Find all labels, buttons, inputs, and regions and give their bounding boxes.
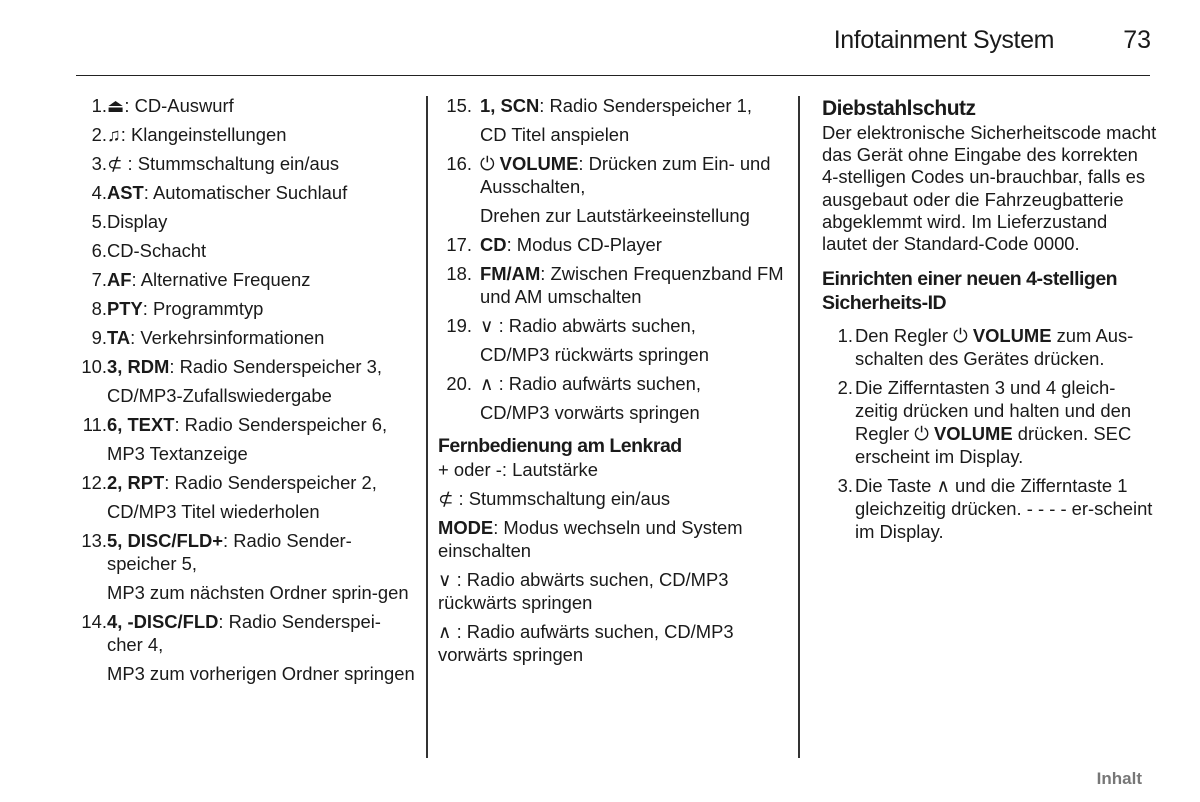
contents-link[interactable]: Inhalt <box>1096 769 1142 788</box>
item-text <box>107 355 415 378</box>
item-number: 10. <box>81 356 107 377</box>
list-item <box>70 94 415 117</box>
step-item <box>822 324 1157 370</box>
item-description: : Programmtyp <box>142 298 264 319</box>
item-text <box>107 181 415 204</box>
item-extra-text: CD/MP3 vorwärts springen <box>480 402 700 423</box>
eject-icon: ⏏ <box>107 95 125 116</box>
item-body <box>107 239 415 262</box>
intro-paragraph: Der elektronische Sicherheitscode macht das Gerät ohne Eingabe des korrekten 4-stelligen Codes un-brauchbar, falls es ausgebaut oder die Fahrzeugbatterie abgeklemmt wird. Im Lieferzustand lautet der Standard-Code 0000. <box>822 122 1157 255</box>
item-description: : Automatischer Suchlauf <box>143 182 348 203</box>
list-item <box>70 326 415 349</box>
item-keyword: 2, RPT <box>107 472 165 493</box>
step-number: 3. <box>837 475 853 497</box>
item-body <box>107 610 415 685</box>
chapter-title: Infotainment System <box>833 26 1054 54</box>
item-extra-text: MP3 zum vorherigen Ordner springen <box>107 663 415 684</box>
list-item <box>70 268 415 291</box>
item-text <box>107 471 415 494</box>
item-text <box>107 268 415 291</box>
item-text <box>107 297 415 320</box>
item-keyword: AST <box>107 182 144 203</box>
item-keyword: TA <box>107 327 131 348</box>
step-body <box>853 474 1157 543</box>
item-number: 8. <box>91 298 107 319</box>
step-keyword: VOLUME <box>928 423 1013 445</box>
item-number: 15. <box>446 95 472 116</box>
step-body <box>853 324 1157 370</box>
item-number: 1. <box>91 95 107 116</box>
list-item <box>70 239 415 262</box>
item-body <box>480 94 786 146</box>
item-body <box>480 152 786 227</box>
item-description: : Radio aufwärts suchen, <box>493 373 701 394</box>
page-header <box>0 0 1200 76</box>
step-body <box>853 376 1157 468</box>
item-keyword: AF <box>107 269 132 290</box>
list-item <box>70 152 415 175</box>
item-body <box>480 233 786 256</box>
item-body <box>107 529 415 604</box>
down-icon: ∨ <box>480 315 494 336</box>
item-body <box>107 326 415 349</box>
remote-line <box>438 620 786 666</box>
item-description: : Alternative Frequenz <box>131 269 311 290</box>
item-number: 7. <box>91 269 107 290</box>
up-icon: ∧ <box>936 475 950 497</box>
list-item <box>438 262 786 308</box>
item-number: 5. <box>91 211 107 232</box>
item-description: : Stummschaltung ein/aus <box>122 153 340 174</box>
remote-heading: Fernbedienung am Lenkrad <box>438 435 682 457</box>
list-item <box>70 297 415 320</box>
item-keyword: 3, RDM <box>107 356 170 377</box>
item-text <box>107 94 415 117</box>
item-text <box>480 372 786 395</box>
item-text <box>480 233 786 256</box>
item-extra-text: MP3 Textanzeige <box>107 443 248 464</box>
item-text <box>480 94 786 117</box>
item-keyword: FM/AM <box>480 263 541 284</box>
control-list-column-2 <box>438 94 786 672</box>
step-number: 2. <box>837 377 853 399</box>
item-keyword: 5, DISC/FLD+ <box>107 530 223 551</box>
list-item <box>70 413 415 465</box>
item-description: : Radio Senderspeicher 3, <box>169 356 382 377</box>
list-item <box>438 233 786 256</box>
item-keyword: PTY <box>107 298 143 319</box>
item-number: 14. <box>81 611 107 632</box>
step-text-post: zum Aus-schalten des Gerätes drücken. <box>855 325 1134 370</box>
remote-line <box>438 568 786 614</box>
item-description: : Verkehrsinformationen <box>130 327 325 348</box>
item-extra-text: CD/MP3-Zufallswiedergabe <box>107 385 332 406</box>
control-list-column-1 <box>70 94 415 691</box>
item-body <box>107 355 415 407</box>
remote-description: : Modus wechseln und System einschalten <box>438 517 743 561</box>
list-item <box>70 181 415 204</box>
item-text <box>107 610 415 656</box>
remote-description: : Radio abwärts suchen, CD/MP3 rückwärts springen <box>438 569 729 613</box>
item-keyword: 4, -DISC/FLD <box>107 611 219 632</box>
item-number: 11. <box>82 414 107 435</box>
item-description: : Radio Senderspeicher 1, <box>539 95 752 116</box>
item-number: 17. <box>446 234 472 255</box>
item-body <box>107 268 415 291</box>
remote-line <box>438 458 786 481</box>
step-text-pre: Die Zifferntasten 3 und 4 gleich-zeitig drücken und halten und den Regler <box>855 377 1132 445</box>
item-keyword: VOLUME <box>494 153 579 174</box>
item-number: 16. <box>446 153 472 174</box>
section-heading: Diebstahlschutz <box>822 97 976 120</box>
step-number: 1. <box>837 325 853 347</box>
item-description: : Radio Senderspeicher 2, <box>164 472 377 493</box>
list-item <box>438 152 786 227</box>
item-number: 13. <box>81 530 107 551</box>
item-description: Display <box>107 211 168 232</box>
item-body <box>480 262 786 308</box>
mute-icon: ⊄ <box>107 153 123 174</box>
item-number: 19. <box>446 315 472 336</box>
item-text <box>107 210 415 233</box>
item-keyword: 6, TEXT <box>107 414 175 435</box>
control-list-items <box>438 94 786 424</box>
list-item <box>438 94 786 146</box>
item-body <box>107 152 415 175</box>
list-item <box>70 610 415 685</box>
item-extra-text: CD/MP3 Titel wiederholen <box>107 501 320 522</box>
item-text <box>480 152 786 198</box>
item-number: 2. <box>91 124 107 145</box>
list-item <box>438 314 786 366</box>
item-keyword: 1, SCN <box>480 95 540 116</box>
item-body <box>107 413 415 465</box>
page-number: 73 <box>1123 26 1151 54</box>
remote-line <box>438 487 786 510</box>
item-description: : Zwischen Frequenzband FM und AM umschalten <box>480 263 784 307</box>
item-number: 9. <box>91 327 107 348</box>
theft-protection-column <box>822 94 1157 549</box>
step-text-post: und die Zifferntaste 1 gleichzeitig drücken. - - - - er-scheint im Display. <box>855 475 1153 543</box>
step-text-pre: Die Taste <box>855 475 937 497</box>
item-body <box>107 210 415 233</box>
steps-list <box>822 324 1157 543</box>
down-icon: ∨ <box>438 569 452 590</box>
item-number: 18. <box>446 263 472 284</box>
item-description: : Radio Senderspeicher 6, <box>174 414 388 435</box>
item-description: : Radio Sender-speicher 5, <box>107 530 352 574</box>
item-text <box>480 262 786 308</box>
list-item <box>70 529 415 604</box>
step-text-post: drücken. SEC erscheint im Display. <box>855 423 1132 468</box>
remote-line <box>438 516 786 562</box>
item-text <box>107 326 415 349</box>
item-body <box>480 372 786 424</box>
item-number: 4. <box>91 182 107 203</box>
item-description: : Radio Senderspei-cher 4, <box>107 611 381 655</box>
item-text <box>107 413 415 436</box>
power-icon: ⏻ <box>480 153 495 174</box>
item-body <box>107 94 415 117</box>
item-number: 12. <box>81 472 107 493</box>
item-extra-text: Drehen zur Lautstärkeeinstellung <box>480 205 750 226</box>
music-icon: ♫ <box>107 124 121 145</box>
item-body <box>107 181 415 204</box>
list-item <box>70 355 415 407</box>
item-body <box>480 314 786 366</box>
item-body <box>107 471 415 523</box>
item-body <box>107 297 415 320</box>
item-text <box>107 152 415 175</box>
item-text <box>480 314 786 337</box>
item-description: CD-Schacht <box>107 240 207 261</box>
remote-list <box>438 458 786 666</box>
item-description: : CD-Auswurf <box>124 95 234 116</box>
up-icon: ∧ <box>438 621 452 642</box>
step-keyword: VOLUME <box>967 325 1052 347</box>
item-text <box>107 529 415 575</box>
item-text <box>107 123 415 146</box>
up-icon: ∧ <box>480 373 494 394</box>
list-item <box>70 471 415 523</box>
step-text-pre: Den Regler <box>855 325 954 347</box>
header-rule <box>76 75 1150 76</box>
power-icon: ⏻ <box>914 423 929 445</box>
item-body <box>107 123 415 146</box>
list-item <box>438 372 786 424</box>
item-number: 3. <box>91 153 107 174</box>
item-description: : Radio abwärts suchen, <box>493 315 696 336</box>
item-extra-text: CD/MP3 rückwärts springen <box>480 344 709 365</box>
mute-icon: ⊄ <box>438 488 454 509</box>
item-number: 6. <box>91 240 107 261</box>
remote-description: + oder -: Lautstärke <box>438 459 598 480</box>
item-description: : Modus CD-Player <box>506 234 662 255</box>
remote-description: : Stummschaltung ein/aus <box>453 488 671 509</box>
item-extra-text: MP3 zum nächsten Ordner sprin-gen <box>107 582 409 603</box>
item-text <box>107 239 415 262</box>
item-keyword: CD <box>480 234 507 255</box>
item-description: : Drücken zum Ein- und Ausschalten, <box>480 153 771 197</box>
step-item <box>822 376 1157 468</box>
power-icon: ⏻ <box>953 325 968 347</box>
subsection-heading: Einrichten einer neuen 4-stelligen Sicherheits-ID <box>822 268 1118 315</box>
column-divider-1 <box>426 96 428 758</box>
column-divider-2 <box>798 96 800 758</box>
step-item <box>822 474 1157 543</box>
remote-keyword: MODE <box>438 517 494 538</box>
item-extra-text: CD Titel anspielen <box>480 124 630 145</box>
item-description: : Klangeinstellungen <box>120 124 287 145</box>
list-item <box>70 210 415 233</box>
list-item <box>70 123 415 146</box>
item-number: 20. <box>446 373 472 394</box>
remote-description: : Radio aufwärts suchen, CD/MP3 vorwärts springen <box>438 621 734 665</box>
